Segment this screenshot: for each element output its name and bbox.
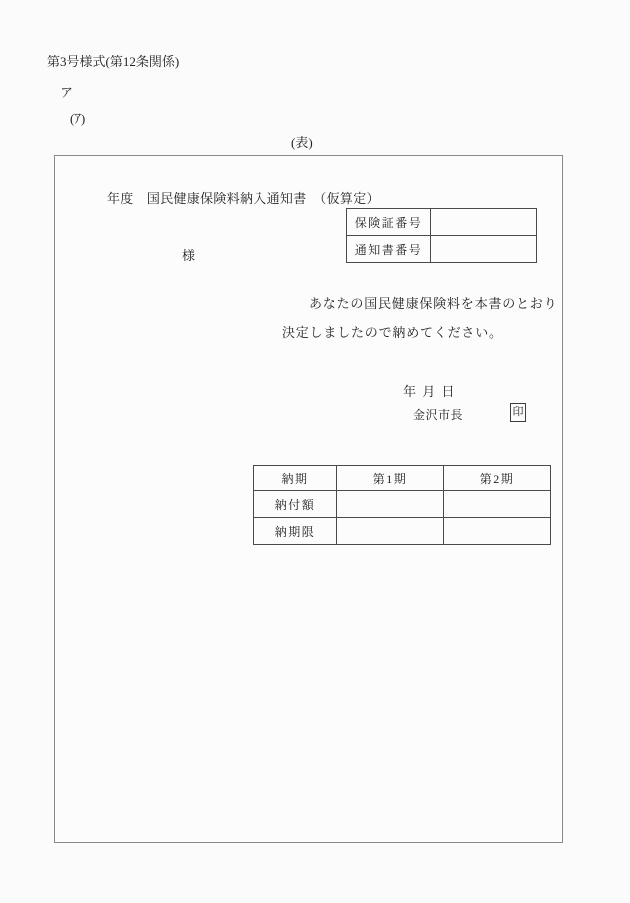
notice-number-label: 通知書番号 bbox=[347, 236, 431, 263]
subsection-label: (ｱ) bbox=[70, 111, 86, 126]
payment-amount-label: 納付額 bbox=[254, 491, 337, 518]
seal-label: 印 bbox=[512, 406, 524, 418]
table-row bbox=[254, 491, 551, 518]
payment-deadline-label: 納期限 bbox=[254, 518, 337, 545]
table-header-row bbox=[254, 466, 551, 491]
table-row bbox=[347, 236, 537, 263]
payment-deadline-term2-value bbox=[444, 518, 551, 545]
term-1-header: 第1期 bbox=[337, 466, 444, 491]
seal-placeholder bbox=[510, 403, 526, 422]
issuer-name: 金沢市長 bbox=[413, 408, 464, 422]
payment-period-header: 納期 bbox=[254, 466, 337, 491]
section-label: ア bbox=[60, 85, 74, 100]
notice-frame bbox=[54, 155, 563, 843]
payment-amount-term2-value bbox=[444, 491, 551, 518]
insurance-card-number-label: 保険証番号 bbox=[347, 209, 431, 236]
term-2-header: 第2期 bbox=[444, 466, 551, 491]
payment-amount-term1-value bbox=[337, 491, 444, 518]
table-row bbox=[347, 209, 537, 236]
recipient-honorific: 様 bbox=[182, 248, 196, 263]
notice-number-value bbox=[431, 236, 537, 263]
date-line: 年 月 日 bbox=[403, 384, 455, 399]
payment-schedule-table bbox=[253, 465, 551, 545]
id-number-table bbox=[346, 208, 537, 263]
form-number-label: 第3号様式(第12条関係) bbox=[47, 54, 180, 69]
front-side-label: (表) bbox=[291, 135, 313, 150]
notice-title: 年度 国民健康保険料納入通知書 （仮算定） bbox=[107, 191, 380, 206]
insurance-card-number-value bbox=[431, 209, 537, 236]
notice-body-text: あなたの国民健康保険料を本書のとおり決定しましたので納めてください。 bbox=[282, 296, 558, 340]
payment-deadline-term1-value bbox=[337, 518, 444, 545]
table-row bbox=[254, 518, 551, 545]
